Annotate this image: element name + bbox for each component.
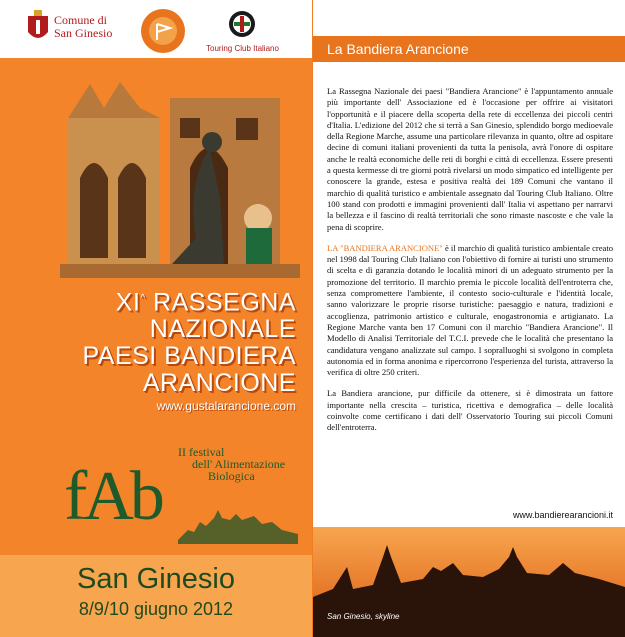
fab-line-2: dell' Alimentazione — [192, 457, 286, 471]
event-title — [0, 285, 296, 413]
fab-logo: fAb — [64, 458, 161, 535]
comune-line-1: Comune di — [54, 13, 107, 27]
skyline-caption: San Ginesio, skyline — [327, 612, 400, 621]
cover-panel — [0, 0, 312, 637]
comune-line-2: San Ginesio — [54, 26, 113, 40]
title-roman-numeral: XI — [115, 288, 141, 317]
title-superscript: ^ — [140, 293, 146, 304]
title-line-4: ARANCIONE — [142, 369, 296, 398]
village-silhouette-icon — [178, 496, 298, 544]
tci-label: Touring Club Italiano — [206, 44, 279, 53]
title-line-3: PAESI BANDIERA — [82, 342, 296, 371]
title-line-1 — [0, 285, 296, 316]
paragraph-closing: La Bandiera arancione, pur difficile da ottenere, si è dimostrata un fattore importante nella crescita – turistica, ricettiva e demografica – delle località coinvolte come certificano i dati dell' Osservatorio Touring sui piccoli Comuni dell'entroterra. — [327, 388, 613, 433]
fab-logo-block — [60, 440, 300, 550]
bandiera-arancione-seal-icon — [140, 8, 186, 54]
fab-line-1: II festival — [178, 445, 225, 459]
logo-bar — [0, 0, 312, 62]
info-panel — [313, 0, 625, 637]
comune-crest-icon — [26, 10, 50, 44]
event-dates: 8/9/10 giugno 2012 — [78, 599, 234, 619]
comune-name — [54, 14, 112, 40]
section-body — [327, 86, 613, 444]
event-website[interactable]: www.gustalarancione.com — [156, 399, 296, 414]
paragraph-marchio-text: è il marchio di qualità turistico ambientale creato nel 1998 dal Touring Club Italiano con l'obiettivo di fornire ai turisti uno strumento di scelta e di garanzia dotando le località minori di un adeguato strumento per la promozione del territorio. Il marchio premia le piccole località dell'entroterra che, senza compromettere l'ambiente, il contesto socio-culturale e l'identità locale, sanno valorizzare le proprie risorse turistiche: paesaggio e natura, tradizioni e accoglienza, patrimonio artistico e culturale, enogastronomia e artigianato. La Regione Marche vanta ben 17 Comuni con il marchio "Bandiera Arancione". Il Modello di Analisi Territoriale del T.C.I. prevede che le località che presentano la candidatura vengano analizzate sul campo. I sopralluoghi si svolgono in completa autonomia ed in forma anonima e ripercorrono l'esperienza del turista, attraverso la verifica di oltre 250 criteri. — [327, 242, 613, 378]
bandiere-website[interactable]: www.bandierearancioni.it — [512, 510, 613, 520]
tci-logo-icon — [228, 10, 256, 38]
title-rassegna: RASSEGNA — [145, 288, 296, 317]
paragraph-marchio — [327, 243, 613, 379]
fab-subtitle — [178, 446, 285, 482]
section-title: La Bandiera Arancione — [327, 41, 469, 57]
event-city: San Ginesio — [77, 563, 235, 595]
paragraph-highlight: LA "BANDIERA ARANCIONE" — [327, 242, 443, 253]
paragraph-intro: La Rassegna Nazionale dei paesi "Bandiera Arancione" è l'appuntamento annuale più importante dell' Associazione ed è l'occasione per offrire ai visitatori l'opportunità e il piacere della scoperta della rete di eccellenza dei piccoli centri d'Italia. L'edizione del 2012 che si terrà a San Ginesio, splendido borgo medioevale della Regione Marche, assume una particolare rilevanza in quanto, oltre ad ospitare decine di comuni italiani provenienti da tutta la penisola, avrà l'onore di ospitare anche le realtà economiche delle reti di borghi e città di eccellenza. Essere presenti a questa kermesse di tre giorni potrà rivelarsi un modo simpatico ed intelligente per conoscere la grande, estesa e positiva realtà dei 189 Comuni che vantano il marchio di qualità turistico e ambientale assegnato dal Touring Club Italiano. Oltre 100 stand con prodotti e immagini provenienti dall' Italia vi aspettano per narrarvi la bellezza e il fascino di realtà territoriali che sono rimaste nascoste e che vale la pena di scoprire. — [327, 86, 613, 232]
fab-line-3: Biologica — [208, 469, 255, 483]
title-line-2: NAZIONALE — [149, 315, 296, 344]
section-header — [313, 36, 625, 62]
castle-statue-illustration — [60, 78, 300, 278]
